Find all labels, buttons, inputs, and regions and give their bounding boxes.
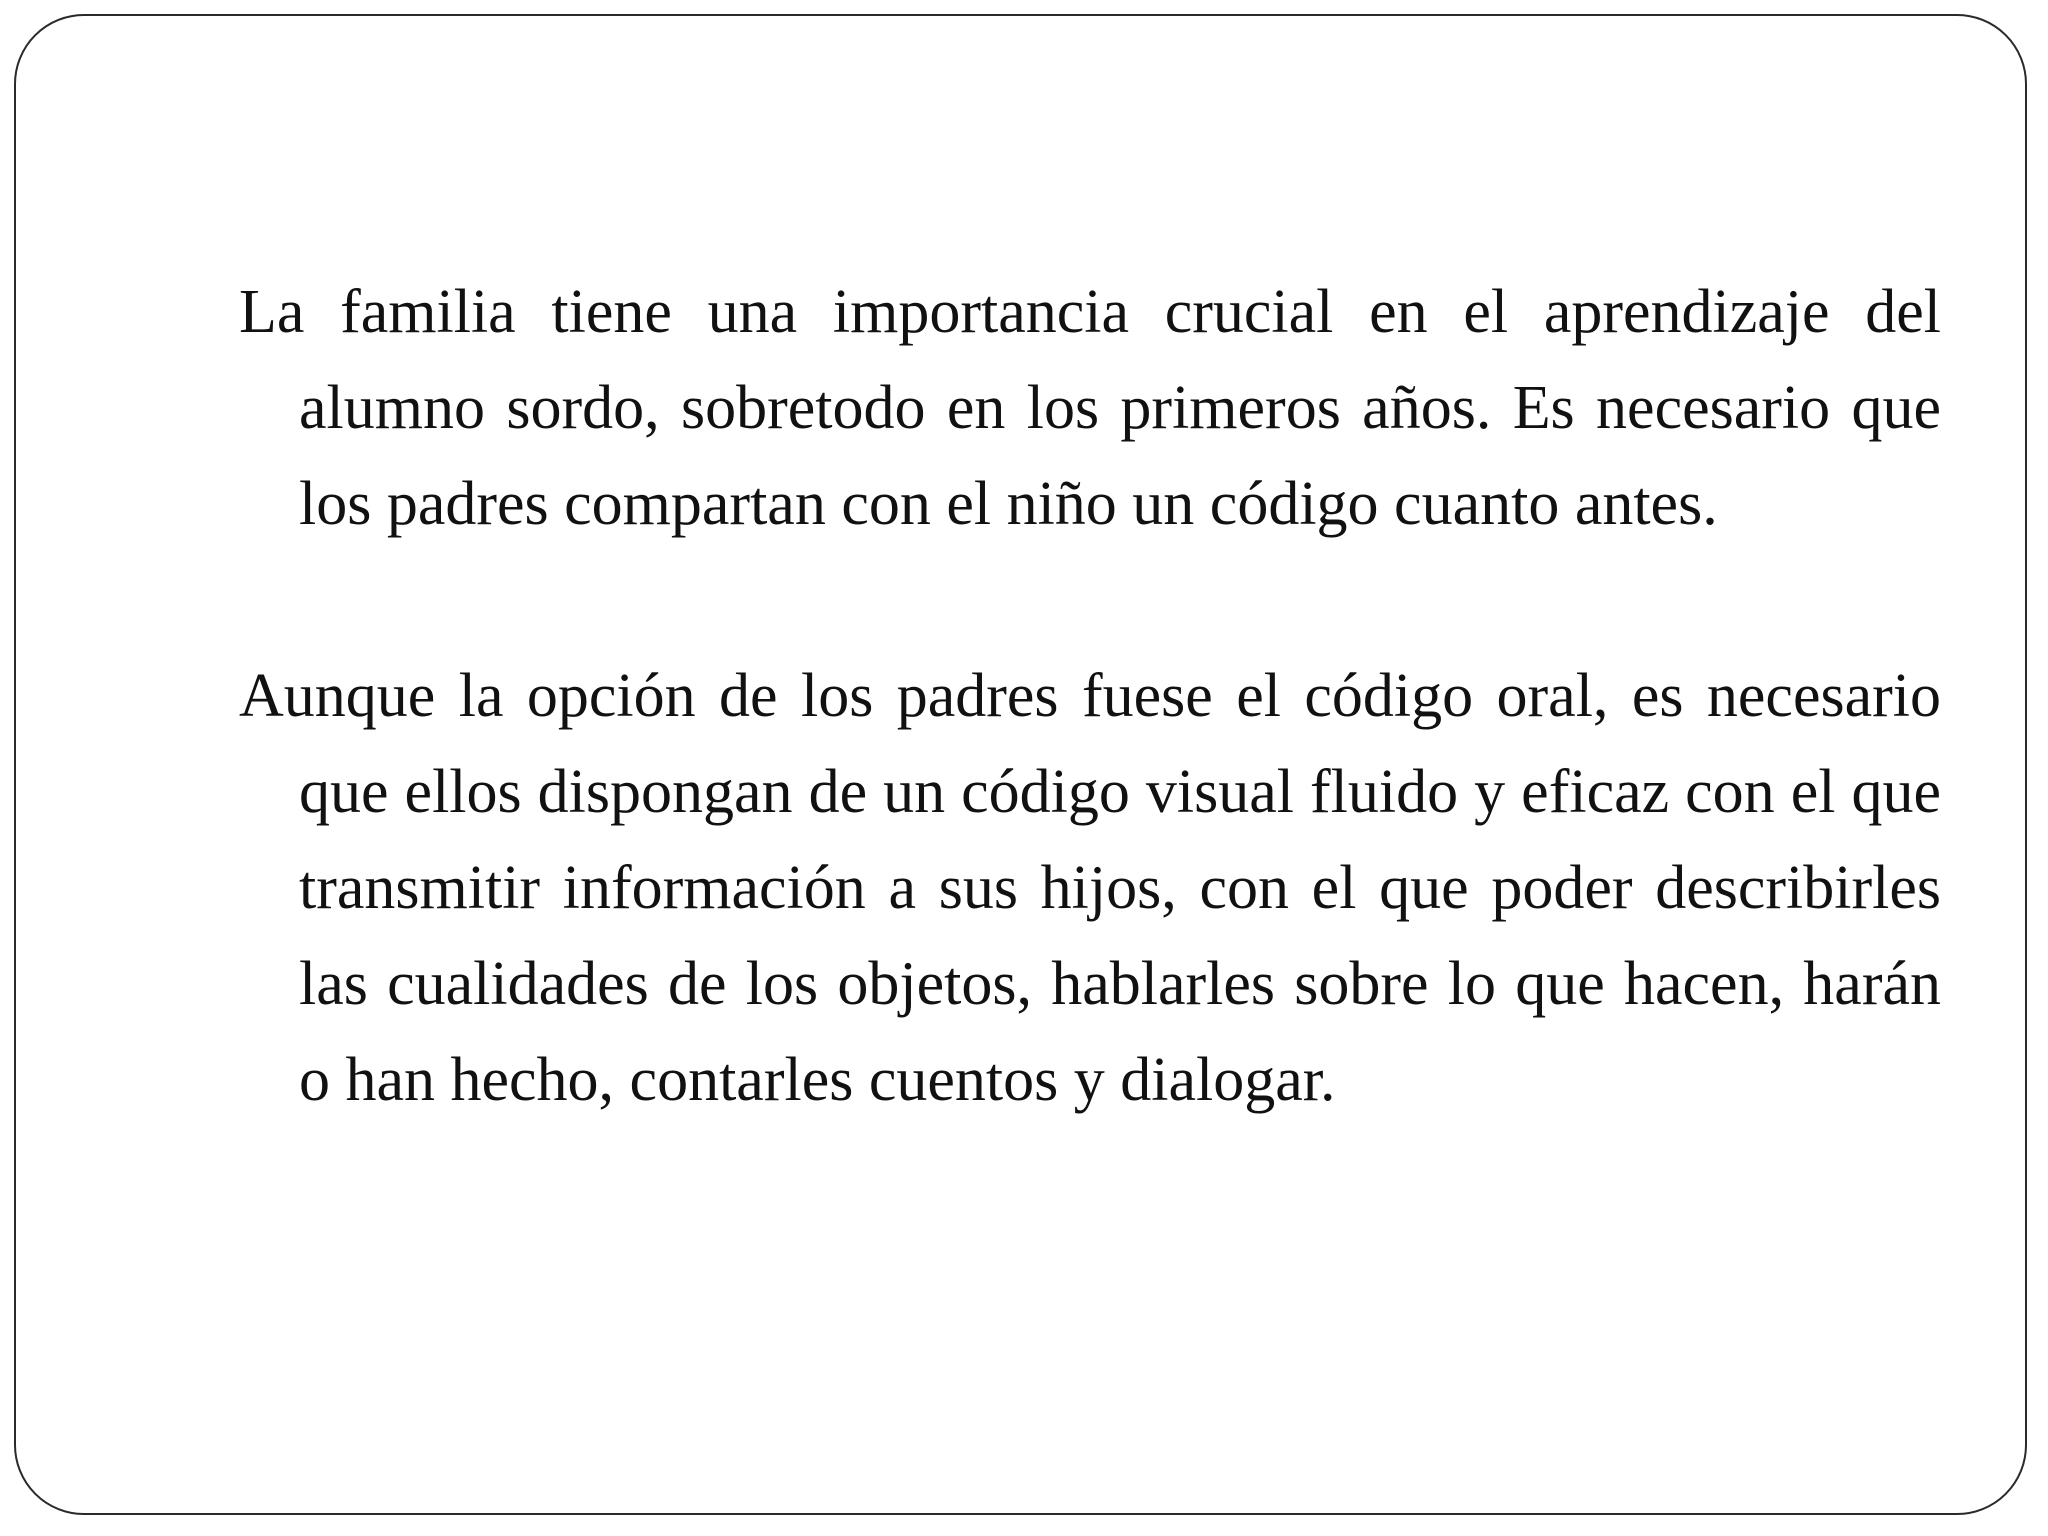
paragraph-visual-code: Aunque la opción de los padres fuese el código oral, es necesario que ellos dispongan de un código visual fluido y eficaz con el que transmitir información a sus hijos, con el que poder describirles las cualidades de los objetos, hablarles sobre lo que hacen, harán o han hecho, contarles cuentos y dialogar.	[239, 662, 1941, 1114]
slide-frame	[14, 14, 2027, 1515]
paragraph-family-importance: La familia tiene una importancia crucial en el aprendizaje del alumno sordo, sobretodo en los primeros años. Es necesario que los padres compartan con el niño un código cuanto antes.	[239, 278, 1941, 538]
slide-text-body	[239, 264, 1941, 1128]
